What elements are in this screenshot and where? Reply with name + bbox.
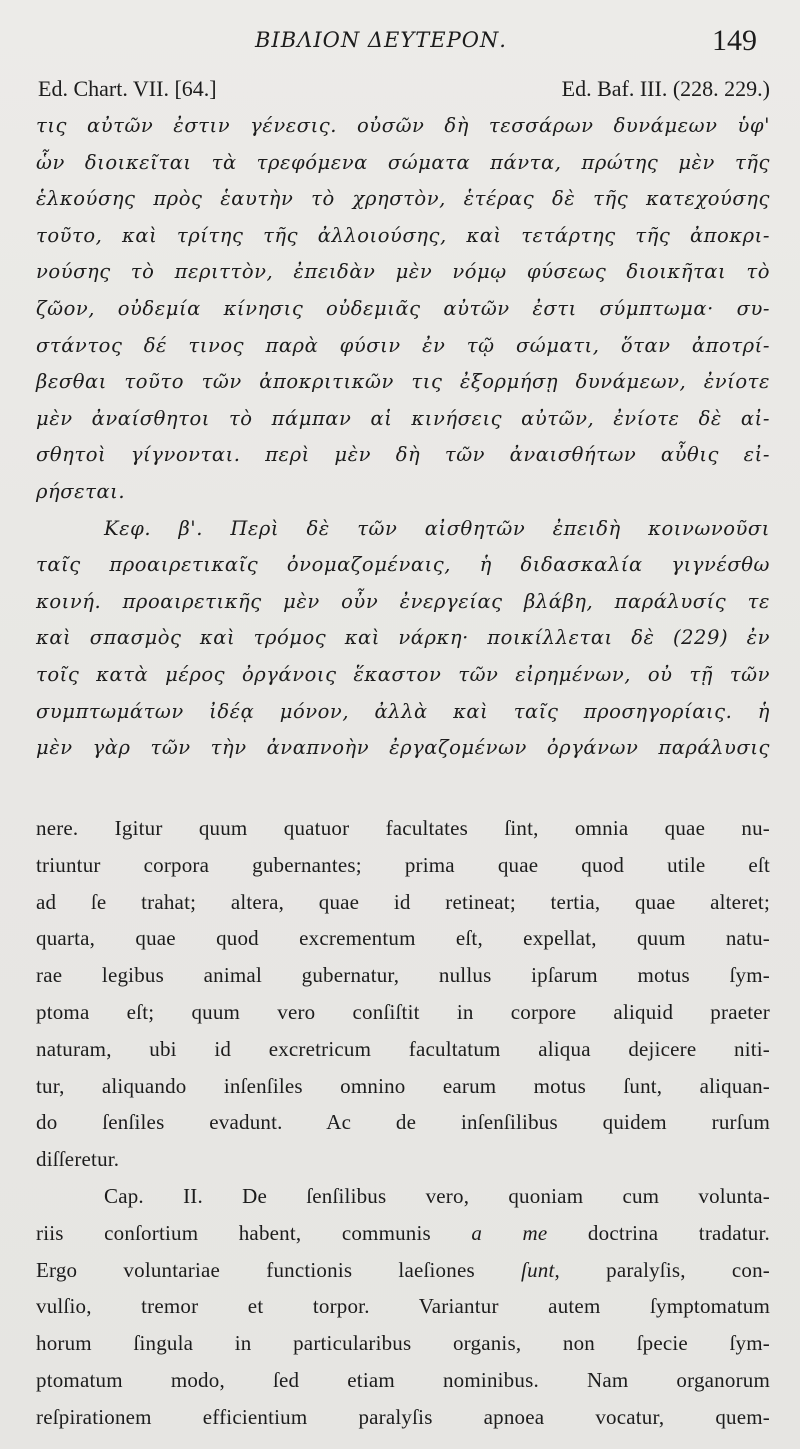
- latin-line: triuntur corpora gubernantes; prima quae quod utile eſt: [36, 852, 770, 877]
- greek-line: βεσθαι τοῦτο τῶν ἀποκριτικῶν τις ἐξορμήσῃ δυνάμεων, ἐνίοτε: [36, 370, 770, 394]
- latin-text-run: , paralyſis, con-: [554, 1257, 770, 1282]
- edition-reference-left: Ed. Chart. VII. [64.]: [38, 76, 217, 101]
- greek-line: κοινή. προαιρετικῆς μὲν οὖν ἐνεργείας βλάβη, παράλυσίς τε: [36, 589, 770, 613]
- latin-line: nere. Igitur quum quatuor facultates ſint, omnia quae nu-: [36, 816, 770, 840]
- latin-line: diſſeretur.: [36, 1147, 120, 1172]
- greek-line: καὶ σπασμὸς καὶ τρόμος καὶ νάρκη· ποικίλλεται δὲ (229) ἐν: [36, 626, 770, 650]
- greek-line: ζῶον, οὐδεμία κίνησις οὐδεμιᾶς αὐτῶν ἐστι σύμπτωμα· συ-: [36, 296, 770, 320]
- latin-line: [36, 1252, 770, 1289]
- latin-line: ad ſe trahat; altera, quae id retineat; tertia, quae alteret;: [36, 889, 770, 914]
- greek-line: συμπτωμάτων ἰδέᾳ μόνον, ἀλλὰ καὶ ταῖς προσηγορίαις. ἡ: [36, 699, 770, 723]
- greek-line: νούσης τὸ περιττὸν, ἐπειδὰν μὲν νόμῳ φύσεως διοικῆται τὸ: [36, 260, 770, 284]
- latin-chapter-heading-line: Cap. II. De ſenſilibus vero, quoniam cum volunta-: [104, 1183, 770, 1208]
- latin-line: reſpirationem efficientium paralyſis apnoea vocatur, quem-: [36, 1404, 770, 1429]
- greek-chapter-heading-line: Κεφ. β'. Περὶ δὲ τῶν αἰσθητῶν ἐπειδὴ κοινωνοῦσι: [104, 516, 770, 540]
- latin-text: [36, 810, 770, 1436]
- greek-line: ταῖς προαιρετικαῖς ὀνομαζομέναις, ἡ διδασκαλία γιγνέσθω: [36, 553, 770, 577]
- greek-line: ρήσεται.: [36, 479, 126, 503]
- greek-line: ἑλκούσης πρὸς ἑαυτὴν τὸ χρηστὸν, ἑτέρας δὲ τῆς κατεχούσης: [36, 187, 770, 211]
- greek-line: μὲν ἀναίσθητοι τὸ πάμπαν αἱ κινήσεις αὐτῶν, ἐνίοτε δὲ αἰ-: [36, 406, 770, 430]
- running-head: [0, 24, 800, 60]
- greek-line: ὧν διοικεῖται τὰ τρεφόμενα σώματα πάντα, πρώτης μὲν τῆς: [36, 150, 770, 174]
- greek-text: [36, 108, 770, 767]
- latin-text-run: riis conſortium habent, communis: [36, 1220, 472, 1245]
- greek-line: μὲν γὰρ τῶν τὴν ἀναπνοὴν ἐργαζομένων ὀργάνων παράλυσις: [36, 736, 770, 760]
- latin-italic-run: a me: [471, 1220, 548, 1245]
- edition-reference-right: Ed. Baf. III. (228. 229.): [561, 76, 770, 101]
- latin-line: [36, 1215, 770, 1252]
- latin-line: naturam, ubi id excretricum facultatum aliqua dejicere niti-: [36, 1036, 770, 1061]
- latin-line: do ſenſiles evadunt. Ac de inſenſilibus quidem rurſum: [36, 1110, 770, 1135]
- latin-line: vulſio, tremor et torpor. Variantur autem ſymptomatum: [36, 1294, 770, 1319]
- page-number: 149: [712, 24, 757, 57]
- latin-text-run: doctrina tradatur.: [547, 1220, 770, 1245]
- latin-line: horum ſingula in particularibus organis, non ſpecie ſym-: [36, 1331, 770, 1356]
- greek-line: σθητοὶ γίγνονται. περὶ μὲν δὴ τῶν ἀναισθήτων αὖθις εἰ-: [36, 443, 770, 467]
- latin-line: ptoma eſt; quum vero conſiſtit in corpore aliquid praeter: [36, 999, 770, 1024]
- greek-line: τοῦτο, καὶ τρίτης τῆς ἀλλοιούσης, καὶ τετάρτης τῆς ἀποκρι-: [36, 223, 770, 247]
- greek-line: τις αὐτῶν ἐστιν γένεσις. οὐσῶν δὴ τεσσάρων δυνάμεων ὑφ': [36, 114, 770, 137]
- greek-line: τοῖς κατὰ μέρος ὀργάνοις ἕκαστον τῶν εἰρημένων, οὐ τῇ τῶν: [36, 662, 770, 686]
- latin-italic-run: ſunt: [521, 1257, 555, 1282]
- latin-text-run: Ergo voluntariae functionis laeſiones: [36, 1257, 522, 1282]
- greek-line: στάντος δέ τινος παρὰ φύσιν ἐν τῷ σώματι, ὅταν ἀποτρί-: [36, 333, 770, 357]
- latin-line: rae legibus animal gubernatur, nullus ipſarum motus ſym-: [36, 963, 770, 988]
- running-title: ΒΙΒΛΙΟΝ ΔΕΥΤΕΡΟΝ.: [255, 28, 507, 52]
- latin-line: quarta, quae quod excrementum eſt, expellat, quum natu-: [36, 926, 770, 951]
- latin-line: ptomatum modo, ſed etiam nominibus. Nam organorum: [36, 1367, 770, 1392]
- latin-line: tur, aliquando inſenſiles omnino earum motus ſunt, aliquan-: [36, 1073, 770, 1098]
